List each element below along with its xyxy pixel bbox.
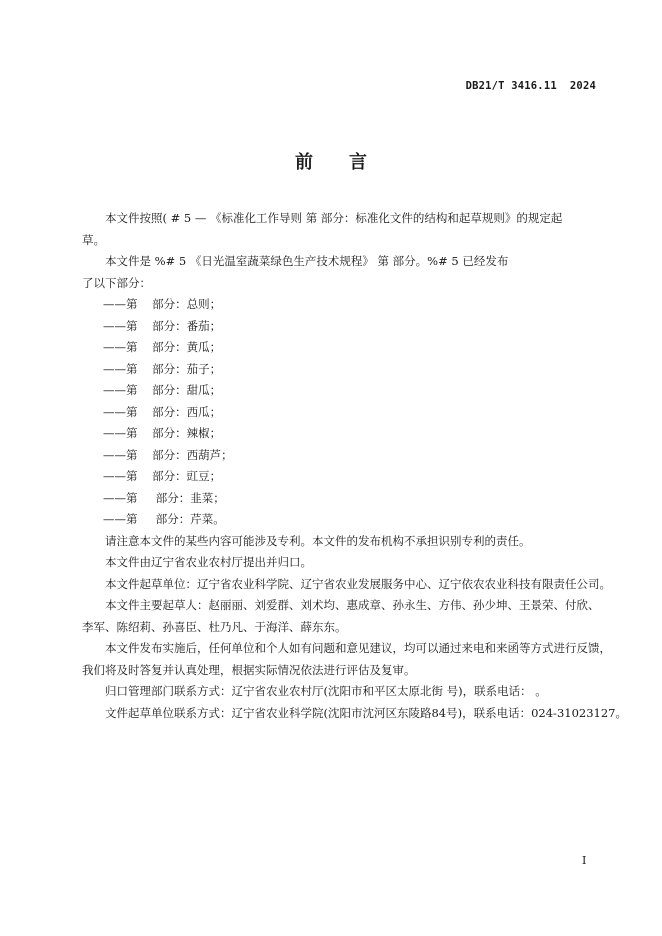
list-item: ——第 部分：番茄； — [103, 318, 222, 333]
page-title: 前言 — [295, 152, 403, 173]
paragraph-drafting-rules: 本文件按照( # 5 — 《标准化工作导则 第 部分：标准化文件的结构和起草规则》的规定起 — [105, 211, 563, 225]
foreword-body — [82, 208, 627, 724]
list-item: ——第 部分：茄子； — [103, 361, 222, 376]
paragraph-series-info: 本文件是 %# 5 《日光温室蔬菜绿色生产技术规程》 第 部分。%# 5 已经发布 — [105, 254, 509, 268]
paragraph-series-info-cont: 了以下部分： — [82, 275, 151, 290]
list-item: ——第 部分：辣椒； — [103, 426, 222, 440]
paragraph-admin-contact: 归口管理部门联系方式：辽宁省农业农村厅(沈阳市和平区太原北街 号)，联系电话： 。 — [105, 684, 547, 698]
paragraph-proposer: 本文件由辽宁省农业农村厅提出并归口。 — [105, 555, 312, 569]
paragraph-drafters: 本文件主要起草人：赵丽丽、刘爱群、刘术均、惠成章、孙永生、方伟、孙少坤、王景荣、付欣、 — [105, 598, 600, 612]
list-item: ——第 部分：黄瓜； — [103, 340, 222, 354]
paragraph-drafting-rules-cont: 草。 — [82, 232, 105, 247]
paragraph-drafters-cont: 李军、陈绍莉、孙喜臣、杜乃凡、于海洋、薛东东。 — [82, 619, 347, 634]
page-number: I — [582, 854, 587, 867]
list-item: ——第 部分：芹菜。 — [103, 512, 225, 526]
list-item: ——第 部分：西瓜； — [103, 404, 222, 419]
paragraph-drafter-contact: 文件起草单位联系方式：辽宁省农业科学院(沈阳市沈河区东陵路84号)，联系电话：024-31023127。 — [105, 705, 627, 720]
list-item: ——第 部分：甜瓜； — [103, 383, 222, 397]
paragraph-drafting-units: 本文件起草单位：辽宁省农业科学院、辽宁省农业发展服务中心、辽宁依农农业科技有限责任公司。 — [105, 576, 611, 591]
paragraph-feedback-cont: 我们将及时答复并认真处理，根据实际情况依法进行评估及复审。 — [82, 662, 416, 677]
paragraph-feedback: 本文件发布实施后，任何单位和个人如有问题和意见建议，均可以通过来电和来函等方式进行反馈， — [105, 641, 611, 655]
document-code: DB21/T 3416.11 2024 — [465, 80, 596, 92]
list-item: ——第 部分：西葫芦； — [103, 447, 233, 462]
list-item: ——第 部分：豇豆； — [103, 469, 222, 483]
list-item: ——第 部分：韭菜； — [103, 490, 225, 505]
list-item: ——第 部分：总则； — [103, 297, 222, 311]
paragraph-patent-notice: 请注意本文件的某些内容可能涉及专利。本文件的发布机构不承担识别专利的责任。 — [105, 533, 531, 548]
